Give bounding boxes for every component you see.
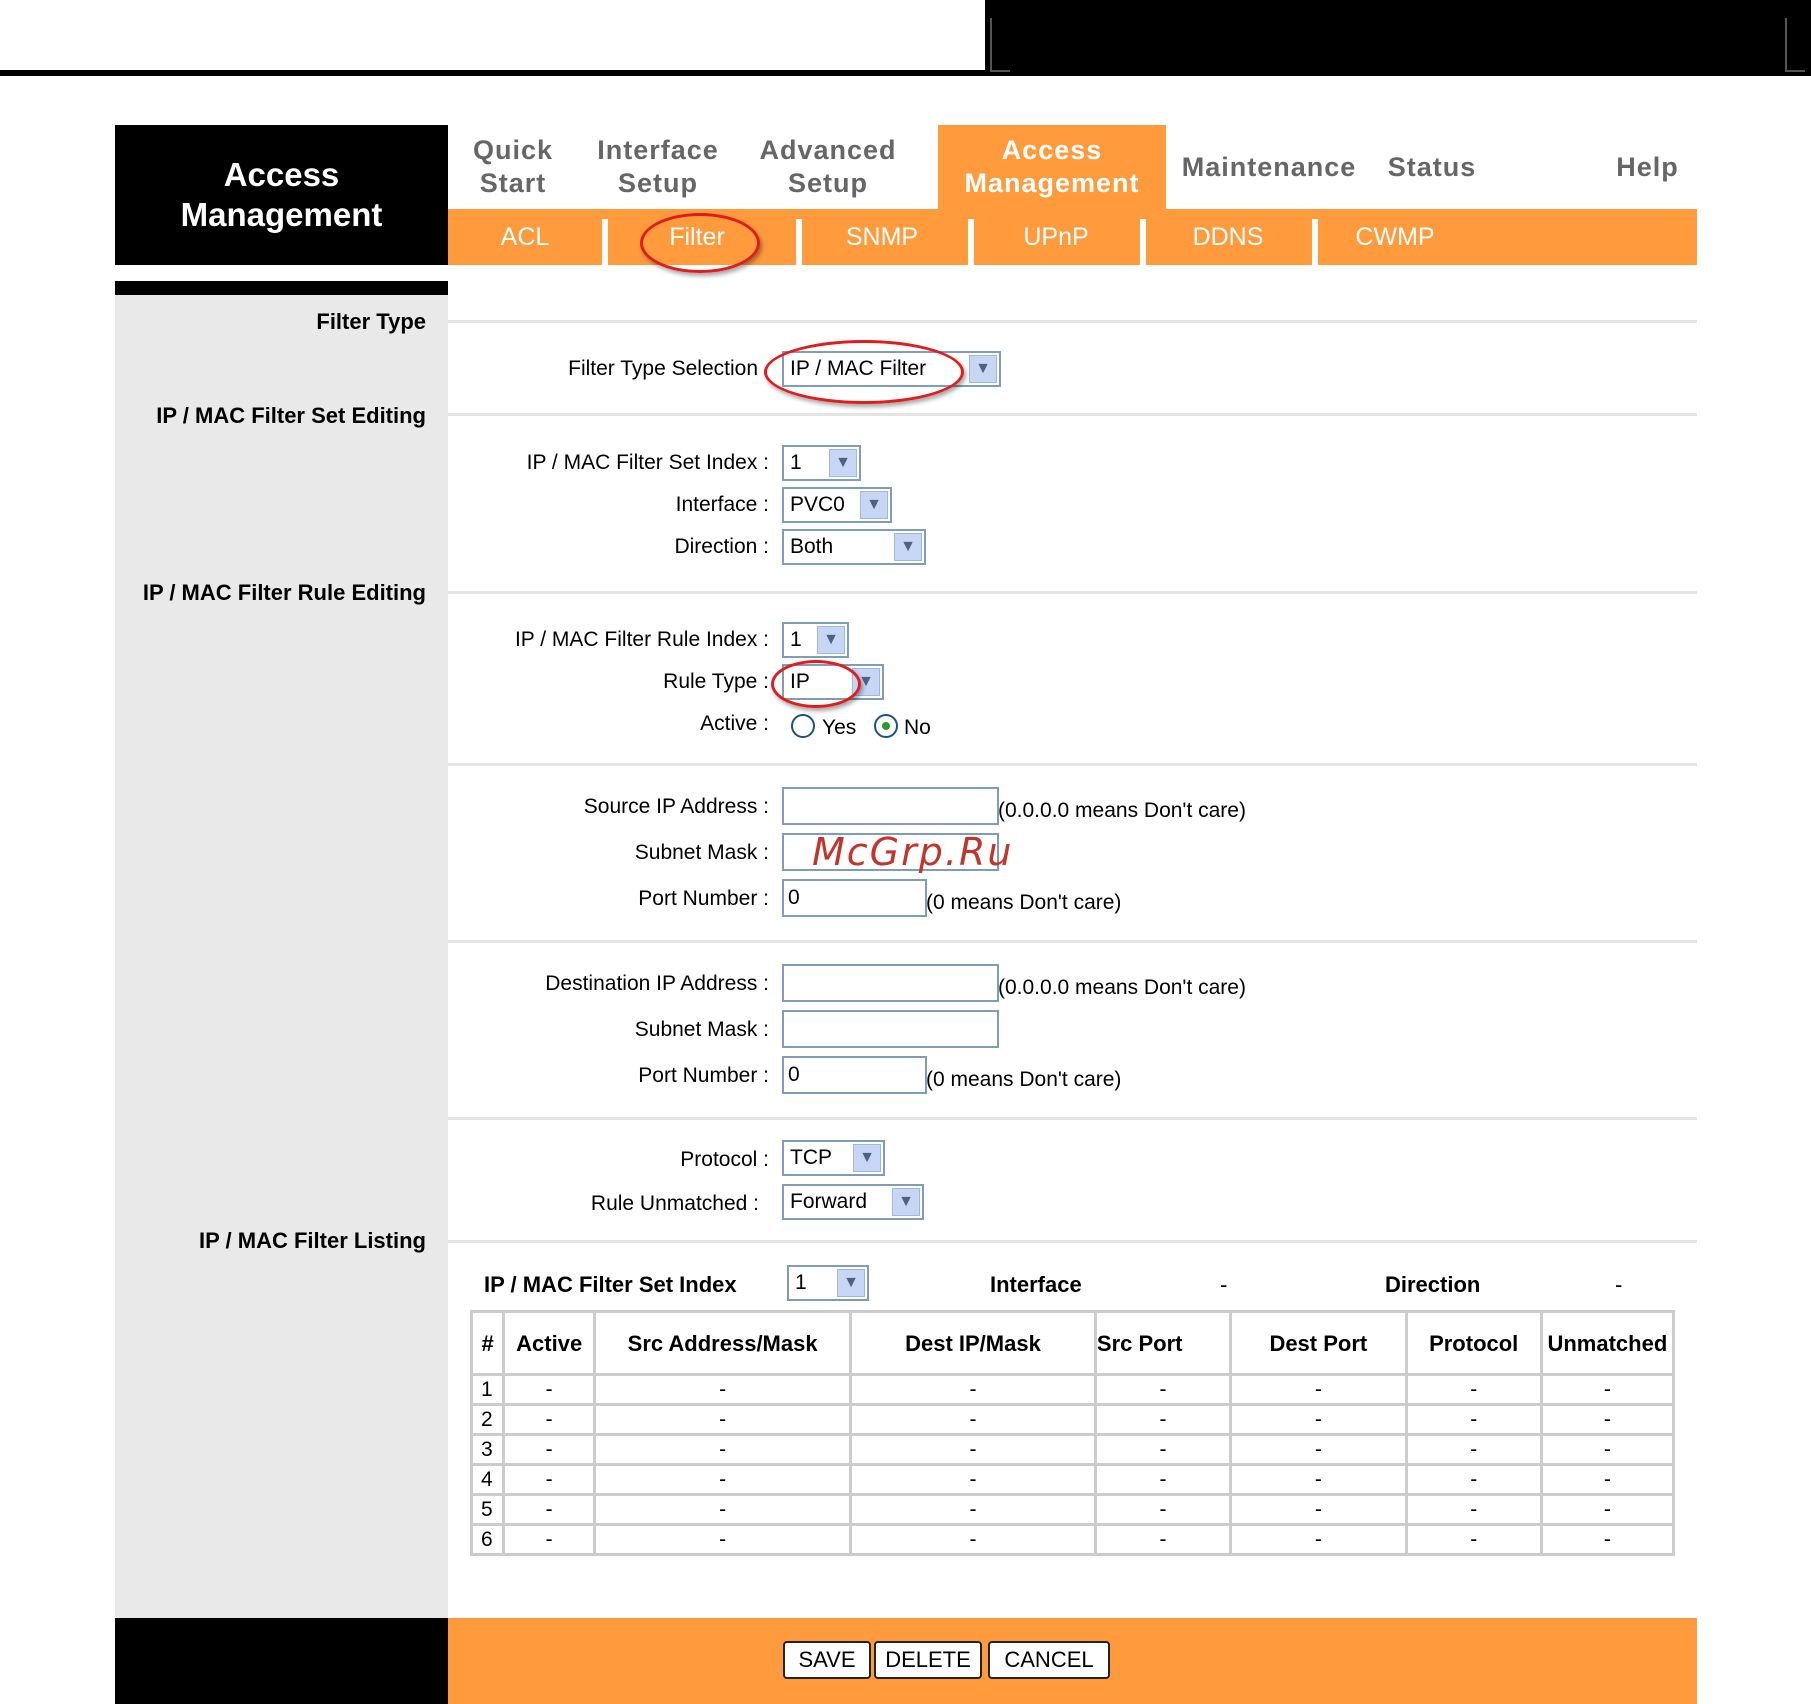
rule-index-label: IP / MAC Filter Rule Index : <box>514 628 769 651</box>
tab-maintenance[interactable]: Maintenance <box>1181 151 1357 182</box>
table-cell: - <box>1095 1435 1230 1465</box>
table-cell: - <box>595 1435 851 1465</box>
tab-status[interactable]: Status <box>1387 151 1477 182</box>
filter-type-select[interactable] <box>782 351 1001 387</box>
table-cell: - <box>851 1495 1096 1525</box>
src-port-note: (0 means Don't care) <box>926 891 1122 914</box>
table-header-row <box>472 1312 1674 1375</box>
subtab-ddns[interactable]: DDNS <box>1192 222 1264 251</box>
table-cell: - <box>1095 1525 1230 1555</box>
table-cell: - <box>1406 1525 1541 1555</box>
table-cell: - <box>595 1495 851 1525</box>
protocol-select[interactable]: TCP ▼ <box>782 1140 885 1176</box>
active-no-radio[interactable] <box>874 714 898 738</box>
interface-select[interactable]: PVC0 ▼ <box>782 487 892 523</box>
chevron-down-icon: ▼ <box>853 1144 881 1172</box>
chevron-down-icon: ▼ <box>892 1188 920 1216</box>
top-banner <box>985 0 1811 76</box>
table-cell: - <box>1541 1525 1673 1555</box>
table-cell: - <box>1231 1435 1407 1465</box>
filter-listing-table <box>470 1310 1675 1556</box>
table-cell: - <box>851 1405 1096 1435</box>
section-rule-editing: IP / MAC Filter Rule Editing <box>142 580 426 605</box>
section-set-editing: IP / MAC Filter Set Editing <box>156 403 426 428</box>
chevron-down-icon: ▼ <box>837 1269 865 1297</box>
col-protocol: Protocol <box>1406 1312 1541 1375</box>
save-button[interactable]: SAVE <box>783 1641 871 1679</box>
tab-access-management[interactable]: Access Management <box>938 125 1166 209</box>
direction-label: Direction : <box>674 535 769 558</box>
src-mask-label: Subnet Mask : <box>634 841 769 864</box>
table-row <box>472 1495 1674 1525</box>
rule-index-select[interactable]: 1 ▼ <box>782 622 849 658</box>
table-cell: - <box>1541 1495 1673 1525</box>
tab-help[interactable]: Help <box>1616 151 1679 182</box>
col-index: # <box>472 1312 504 1375</box>
table-cell: - <box>504 1495 595 1525</box>
dst-port-input[interactable]: 0 <box>782 1056 927 1094</box>
col-dest-ip: Dest IP/Mask <box>851 1312 1096 1375</box>
subtab-cwmp[interactable]: CWMP <box>1355 222 1435 251</box>
cancel-button[interactable]: CANCEL <box>988 1641 1110 1679</box>
src-port-input[interactable]: 0 <box>782 879 927 917</box>
dst-ip-label: Destination IP Address : <box>545 972 769 995</box>
table-cell: - <box>1095 1465 1230 1495</box>
sidebar-top-bar <box>115 281 448 295</box>
listing-direction-label: Direction <box>1385 1272 1481 1297</box>
chevron-down-icon: ▼ <box>852 668 880 696</box>
divider <box>448 320 1697 323</box>
table-cell: - <box>504 1525 595 1555</box>
section-filter-type: Filter Type <box>316 309 426 334</box>
col-active: Active <box>504 1312 595 1375</box>
section-listing: IP / MAC Filter Listing <box>199 1228 426 1253</box>
active-label: Active : <box>700 712 769 735</box>
table-cell: 3 <box>472 1435 504 1465</box>
table-row <box>472 1435 1674 1465</box>
dst-ip-note: (0.0.0.0 means Don't care) <box>998 976 1246 999</box>
table-cell: - <box>851 1435 1096 1465</box>
page-title <box>115 125 448 265</box>
dst-port-note: (0 means Don't care) <box>926 1068 1122 1091</box>
src-ip-label: Source IP Address : <box>583 795 769 818</box>
protocol-label: Protocol : <box>680 1148 769 1171</box>
page-title-line1: Access <box>223 156 340 193</box>
dst-mask-label: Subnet Mask : <box>634 1018 769 1041</box>
rule-type-label: Rule Type : <box>663 670 769 693</box>
sub-tabs <box>448 209 1697 265</box>
direction-select[interactable]: Both ▼ <box>782 529 926 565</box>
table-row <box>472 1375 1674 1405</box>
set-index-label: IP / MAC Filter Set Index : <box>526 451 769 474</box>
chevron-down-icon: ▼ <box>817 626 845 654</box>
unmatched-select[interactable]: Forward ▼ <box>782 1184 924 1220</box>
table-cell: - <box>504 1405 595 1435</box>
col-src-port: Src Port <box>1095 1312 1230 1375</box>
rule-type-select[interactable]: IP ▼ <box>782 664 884 700</box>
tab-advanced-setup[interactable]: Advanced Setup <box>759 135 897 198</box>
active-no-label: No <box>904 716 931 739</box>
chevron-down-icon: ▼ <box>829 449 857 477</box>
table-cell: - <box>1231 1375 1407 1405</box>
table-cell: - <box>851 1465 1096 1495</box>
delete-button[interactable]: DELETE <box>874 1641 982 1679</box>
table-cell: - <box>1231 1405 1407 1435</box>
table-cell: - <box>1541 1375 1673 1405</box>
divider <box>448 1240 1697 1243</box>
table-cell: 5 <box>472 1495 504 1525</box>
table-cell: - <box>1541 1465 1673 1495</box>
table-cell: - <box>851 1375 1096 1405</box>
main-tabs <box>448 125 1697 209</box>
src-port-label: Port Number : <box>638 887 769 910</box>
table-cell: - <box>504 1375 595 1405</box>
unmatched-label: Rule Unmatched : <box>590 1192 759 1215</box>
dst-ip-input[interactable] <box>782 964 999 1002</box>
table-cell: - <box>1231 1465 1407 1495</box>
table-cell: - <box>595 1525 851 1555</box>
divider <box>448 1117 1697 1120</box>
set-index-select[interactable]: 1 ▼ <box>782 445 861 481</box>
table-cell: - <box>1406 1375 1541 1405</box>
chevron-down-icon: ▼ <box>969 355 997 383</box>
footer-left <box>115 1618 448 1704</box>
table-cell: - <box>1231 1495 1407 1525</box>
crop-mark <box>1785 18 1805 72</box>
tab-interface-setup[interactable]: Interface Setup <box>597 135 719 198</box>
table-row <box>472 1465 1674 1495</box>
subtab-acl[interactable]: ACL <box>500 222 550 251</box>
listing-interface-label: Interface <box>990 1272 1082 1297</box>
dst-mask-input[interactable] <box>782 1010 999 1048</box>
col-src-address: Src Address/Mask <box>595 1312 851 1375</box>
divider <box>448 413 1697 416</box>
src-ip-note: (0.0.0.0 means Don't care) <box>998 799 1246 822</box>
table-cell: - <box>504 1465 595 1495</box>
table-cell: - <box>1541 1435 1673 1465</box>
col-unmatched: Unmatched <box>1541 1312 1673 1375</box>
table-cell: - <box>1541 1405 1673 1435</box>
table-cell: - <box>1406 1465 1541 1495</box>
table-cell: - <box>595 1405 851 1435</box>
filter-type-label: Filter Type Selection <box>568 357 758 380</box>
col-dest-port: Dest Port <box>1231 1312 1407 1375</box>
table-cell: - <box>595 1465 851 1495</box>
listing-direction-value: - <box>1615 1272 1623 1297</box>
interface-label: Interface : <box>675 493 769 516</box>
table-cell: - <box>1095 1375 1230 1405</box>
section-sidebar <box>115 281 448 1618</box>
divider <box>448 763 1697 766</box>
subtab-upnp[interactable]: UPnP <box>1023 222 1089 251</box>
listing-set-index-select[interactable]: 1 ▼ <box>787 1265 869 1301</box>
table-cell: - <box>1406 1495 1541 1525</box>
table-cell: 4 <box>472 1465 504 1495</box>
table-cell: 1 <box>472 1375 504 1405</box>
table-cell: - <box>1095 1495 1230 1525</box>
divider <box>448 591 1697 594</box>
active-yes-radio[interactable] <box>791 714 815 738</box>
table-cell: - <box>504 1435 595 1465</box>
table-cell: - <box>595 1375 851 1405</box>
table-cell: - <box>1231 1525 1407 1555</box>
filter-type-value: IP / MAC Filter <box>790 357 927 380</box>
listing-interface-value: - <box>1220 1272 1228 1297</box>
table-cell: 6 <box>472 1525 504 1555</box>
table-cell: 2 <box>472 1405 504 1435</box>
src-ip-input[interactable] <box>782 787 999 825</box>
tab-quick-start[interactable]: Quick Start <box>472 135 554 198</box>
crop-mark <box>990 18 1010 72</box>
table-cell: - <box>1406 1435 1541 1465</box>
chevron-down-icon: ▼ <box>860 491 888 519</box>
watermark: McGrp.Ru <box>812 830 1014 874</box>
table-cell: - <box>1095 1405 1230 1435</box>
table-row <box>472 1405 1674 1435</box>
divider <box>448 940 1697 943</box>
dst-port-label: Port Number : <box>638 1064 769 1087</box>
table-cell: - <box>851 1525 1096 1555</box>
table-row <box>472 1525 1674 1555</box>
active-yes-label: Yes <box>822 716 857 739</box>
listing-set-index-label: IP / MAC Filter Set Index <box>484 1272 737 1297</box>
subtab-filter[interactable]: Filter <box>669 222 725 251</box>
page-title-line2: Management <box>180 196 383 233</box>
chevron-down-icon: ▼ <box>894 533 922 561</box>
subtab-snmp[interactable]: SNMP <box>845 222 919 251</box>
table-cell: - <box>1406 1405 1541 1435</box>
